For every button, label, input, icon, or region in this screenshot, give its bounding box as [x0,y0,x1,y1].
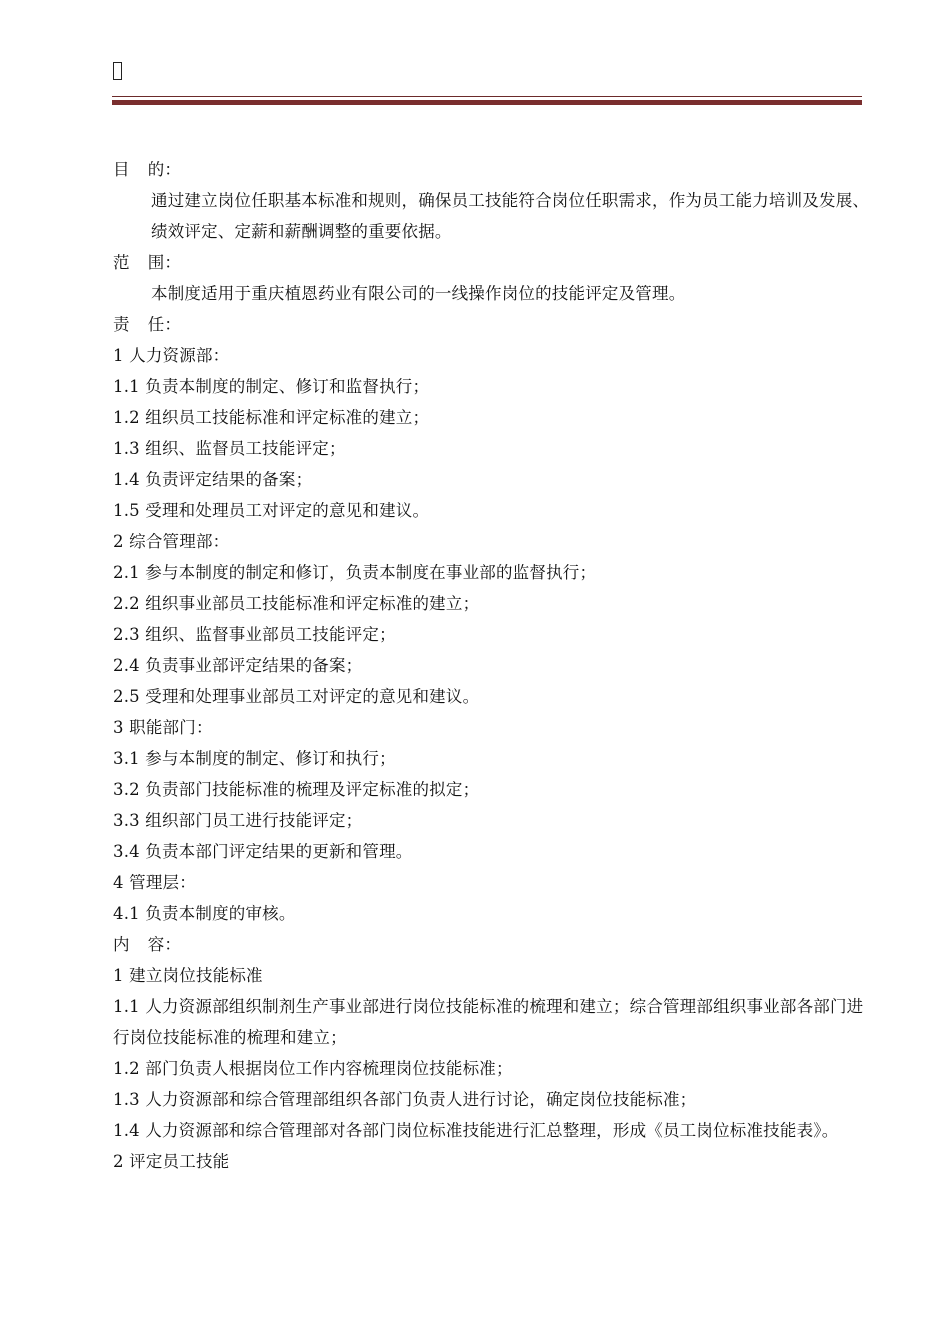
responsibility-line: 1.4 负责评定结果的备案； [113,470,313,489]
content-line: 1.2 部门负责人根据岗位工作内容梳理岗位技能标准； [113,1059,513,1078]
scope-heading [113,247,873,278]
responsibility-line: 2.3 组织、监督事业部员工技能评定； [113,625,396,644]
responsibility-line: 1.1 负责本制度的制定、修订和监督执行； [113,377,430,396]
responsibility-line: 3.2 负责部门技能标准的梳理及评定标准的拟定； [113,780,480,799]
responsibility-heading-char2: 任： [147,315,182,334]
responsibility-line: 1 人力资源部： [113,346,230,365]
content-heading-char2: 容： [147,935,182,954]
purpose-heading-char2: 的： [147,160,182,179]
responsibility-line: 4.1 负责本制度的审核。 [113,904,296,923]
content-line: 1.4 人力资源部和综合管理部对各部门岗位标准技能进行汇总整理，形成《员工岗位标准技能表》。 [113,1121,839,1140]
responsibility-line: 2.5 受理和处理事业部员工对评定的意见和建议。 [113,687,480,706]
content-line: 1.3 人力资源部和综合管理部组织各部门负责人进行讨论，确定岗位技能标准； [113,1090,697,1109]
responsibility-line: 1.3 组织、监督员工技能评定； [113,439,346,458]
content-line: 2 评定员工技能 [113,1152,230,1171]
scope-text: 本制度适用于重庆植恩药业有限公司的一线操作岗位的技能评定及管理。 [151,284,686,303]
responsibility-line: 3.1 参与本制度的制定、修订和执行； [113,749,396,768]
responsibility-line: 2.4 负责事业部评定结果的备案； [113,656,363,675]
content-heading-char1: 内 [113,935,130,954]
header-rule-thick [112,100,862,105]
responsibility-line: 4 管理层： [113,873,196,892]
content-heading [113,929,873,960]
scope-heading-char2: 围： [147,253,182,272]
responsibility-line: 2 综合管理部： [113,532,230,551]
responsibility-line: 2.1 参与本制度的制定和修订，负责本制度在事业部的监督执行； [113,563,597,582]
header-rule-thin [112,96,862,97]
missing-glyph-icon [113,62,122,80]
responsibility-line: 1.5 受理和处理员工对评定的意见和建议。 [113,501,430,520]
purpose-text: 通过建立岗位任职基本标准和规则，确保员工技能符合岗位任职需求，作为员工能力培训及发展、绩效评定、定薪和薪酬调整的重要依据。 [151,191,870,241]
purpose-heading [113,154,873,185]
responsibility-line: 2.2 组织事业部员工技能标准和评定标准的建立； [113,594,480,613]
responsibility-line: 3.4 负责本部门评定结果的更新和管理。 [113,842,413,861]
content-line: 1.1 人力资源部组织制剂生产事业部进行岗位技能标准的梳理和建立；综合管理部组织事业部各部门进行岗位技能标准的梳理和建立； [113,997,864,1047]
responsibility-line: 3 职能部门： [113,718,213,737]
responsibility-line: 3.3 组织部门员工进行技能评定； [113,811,363,830]
responsibility-line: 1.2 组织员工技能标准和评定标准的建立； [113,408,430,427]
scope-heading-char1: 范 [113,253,130,272]
responsibility-heading-char1: 责 [113,315,130,334]
content-line: 1 建立岗位技能标准 [113,966,263,985]
responsibility-heading [113,309,873,340]
document-body [113,154,873,1177]
purpose-heading-char1: 目 [113,160,130,179]
